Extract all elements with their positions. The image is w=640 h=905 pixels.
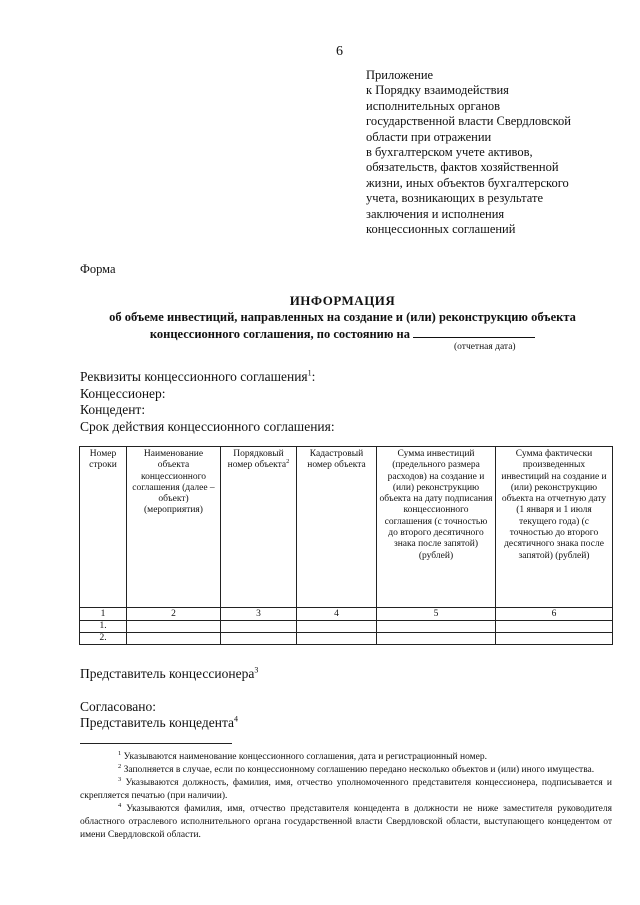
agreed-line: Согласовано: <box>80 698 156 714</box>
requisites-colon: : <box>311 369 316 384</box>
table-cell[interactable] <box>377 621 496 633</box>
table-cell[interactable] <box>127 621 221 633</box>
concedent-rep-line <box>80 715 258 732</box>
spacer <box>80 683 258 699</box>
footnote-mark: 2 <box>118 762 122 770</box>
header-text: Сумма фактически произведенных инвестиций на создание и (или) реконструкцию объекта на отчетную дату (1 января и 1 июля текущего года) (с точностью до второго десятичного знака после запятой) (рублей) <box>501 449 607 561</box>
footnote <box>80 777 612 803</box>
title-line-2: об объеме инвестиций, направленных на создание и (или) реконструкцию объекта <box>109 310 576 324</box>
table-cell[interactable] <box>221 633 297 645</box>
investment-table <box>79 446 613 645</box>
appendix-note <box>366 68 616 237</box>
header-text: Сумма инвестиций (предельного размера расходов) на создание и (или) реконструкцию объекта на дату подписания концессионного соглашения (с точностью до второго десятичного знака после запятой) (рублей) <box>379 449 493 561</box>
footnotes <box>80 751 612 842</box>
requisites-line <box>80 369 335 386</box>
appendix-line: в бухгалтерском учете активов, <box>366 145 533 160</box>
header-text: Наименование объекта концессионного соглашения (далее – объект) (мероприятия) <box>132 449 215 516</box>
footnote <box>80 764 612 777</box>
document-title <box>60 293 625 342</box>
table-cell[interactable] <box>297 621 377 633</box>
column-number: 1 <box>80 608 127 621</box>
table-cell[interactable] <box>127 633 221 645</box>
header-cadastral-number <box>297 447 377 608</box>
table-cell[interactable] <box>297 633 377 645</box>
appendix-line: исполнительных органов <box>366 98 501 113</box>
agreement-details <box>80 369 335 435</box>
appendix-line: концессионных соглашений <box>366 222 516 237</box>
footnote-ref: 2 <box>286 458 290 466</box>
appendix-line: жизни, иных объектов бухгалтерского <box>366 175 569 190</box>
table-cell[interactable] <box>377 633 496 645</box>
requisites-label: Реквизиты концессионного соглашения <box>80 369 308 384</box>
report-date-blank[interactable] <box>413 325 535 338</box>
header-row-number <box>80 447 127 608</box>
form-label: Форма <box>80 262 116 276</box>
row-number: 2. <box>80 633 127 645</box>
column-numbers-row <box>80 608 613 621</box>
column-number: 2 <box>127 608 221 621</box>
footnote-ref: 4 <box>234 714 239 724</box>
term-line: Срок действия концессионного соглашения: <box>80 418 335 434</box>
column-number: 3 <box>221 608 297 621</box>
footnote-text: Указываются наименование концессионного соглашения, дата и регистрационный номер. <box>123 752 487 762</box>
appendix-line: обязательств, фактов хозяйственной <box>366 160 559 175</box>
footnote-mark: 4 <box>118 801 122 809</box>
row-number: 1. <box>80 621 127 633</box>
header-text: Порядковый номер объекта <box>227 449 287 471</box>
appendix-line: области при отражении <box>366 129 492 144</box>
appendix-line: государственной власти Свердловской <box>366 114 571 129</box>
footnote-text: Указываются должность, фамилия, имя, отчество уполномоченного представителя концессионера, подписывается и скрепляется печатью (при наличии). <box>80 778 612 801</box>
header-planned-investment <box>377 447 496 608</box>
appendix-line: заключения и исполнения <box>366 206 505 221</box>
appendix-line: учета, возникающих в результате <box>366 191 544 206</box>
footnote-mark: 3 <box>118 775 122 783</box>
footnote-divider <box>80 743 232 744</box>
table-row <box>80 633 613 645</box>
header-text: Кадастровый номер объекта <box>307 449 366 471</box>
title-main: ИНФОРМАЦИЯ <box>289 293 396 308</box>
footnote-mark: 1 <box>118 749 122 757</box>
header-text: Номер строки <box>89 449 117 471</box>
concedent-rep-label: Представитель концедента <box>80 715 235 730</box>
concessionaire-rep-label: Представитель концессионера <box>80 666 255 681</box>
footnote-text: Указываются фамилия, имя, отчество представителя концедента в должности не ниже заместителя руководителя областного отраслевого исполнительного органа государственной власти Свердловской области, выступающего концедентом от имени Свердловской области. <box>80 804 613 840</box>
column-number: 6 <box>496 608 613 621</box>
appendix-line: к Порядку взаимодействия <box>366 83 509 98</box>
page-number: 6 <box>336 44 343 59</box>
concedent-line: Концедент: <box>80 402 146 417</box>
concessionaire-rep-line <box>80 666 258 683</box>
table-row <box>80 621 613 633</box>
title-line-3 <box>60 325 625 342</box>
footnote-ref: 3 <box>254 665 259 675</box>
concessionaire-line: Концессионер: <box>80 385 166 401</box>
footnote-text: Заполняется в случае, если по концессионному соглашению передано несколько объектов и (или) иного имущества. <box>123 765 595 775</box>
header-actual-investment <box>496 447 613 608</box>
date-caption: (отчетная дата) <box>454 342 516 352</box>
title-line-3-text: концессионного соглашения, по состоянию на <box>149 327 411 341</box>
column-number: 4 <box>297 608 377 621</box>
table-cell[interactable] <box>496 633 613 645</box>
signature-block <box>80 666 258 732</box>
table-cell[interactable] <box>496 621 613 633</box>
table-cell[interactable] <box>221 621 297 633</box>
table-header-row <box>80 447 613 608</box>
header-object-name <box>127 447 221 608</box>
footnote-ref: 1 <box>307 368 312 378</box>
appendix-line: Приложение <box>366 68 434 82</box>
header-serial-number <box>221 447 297 608</box>
column-number: 5 <box>377 608 496 621</box>
footnote <box>80 751 612 764</box>
footnote <box>80 803 612 842</box>
